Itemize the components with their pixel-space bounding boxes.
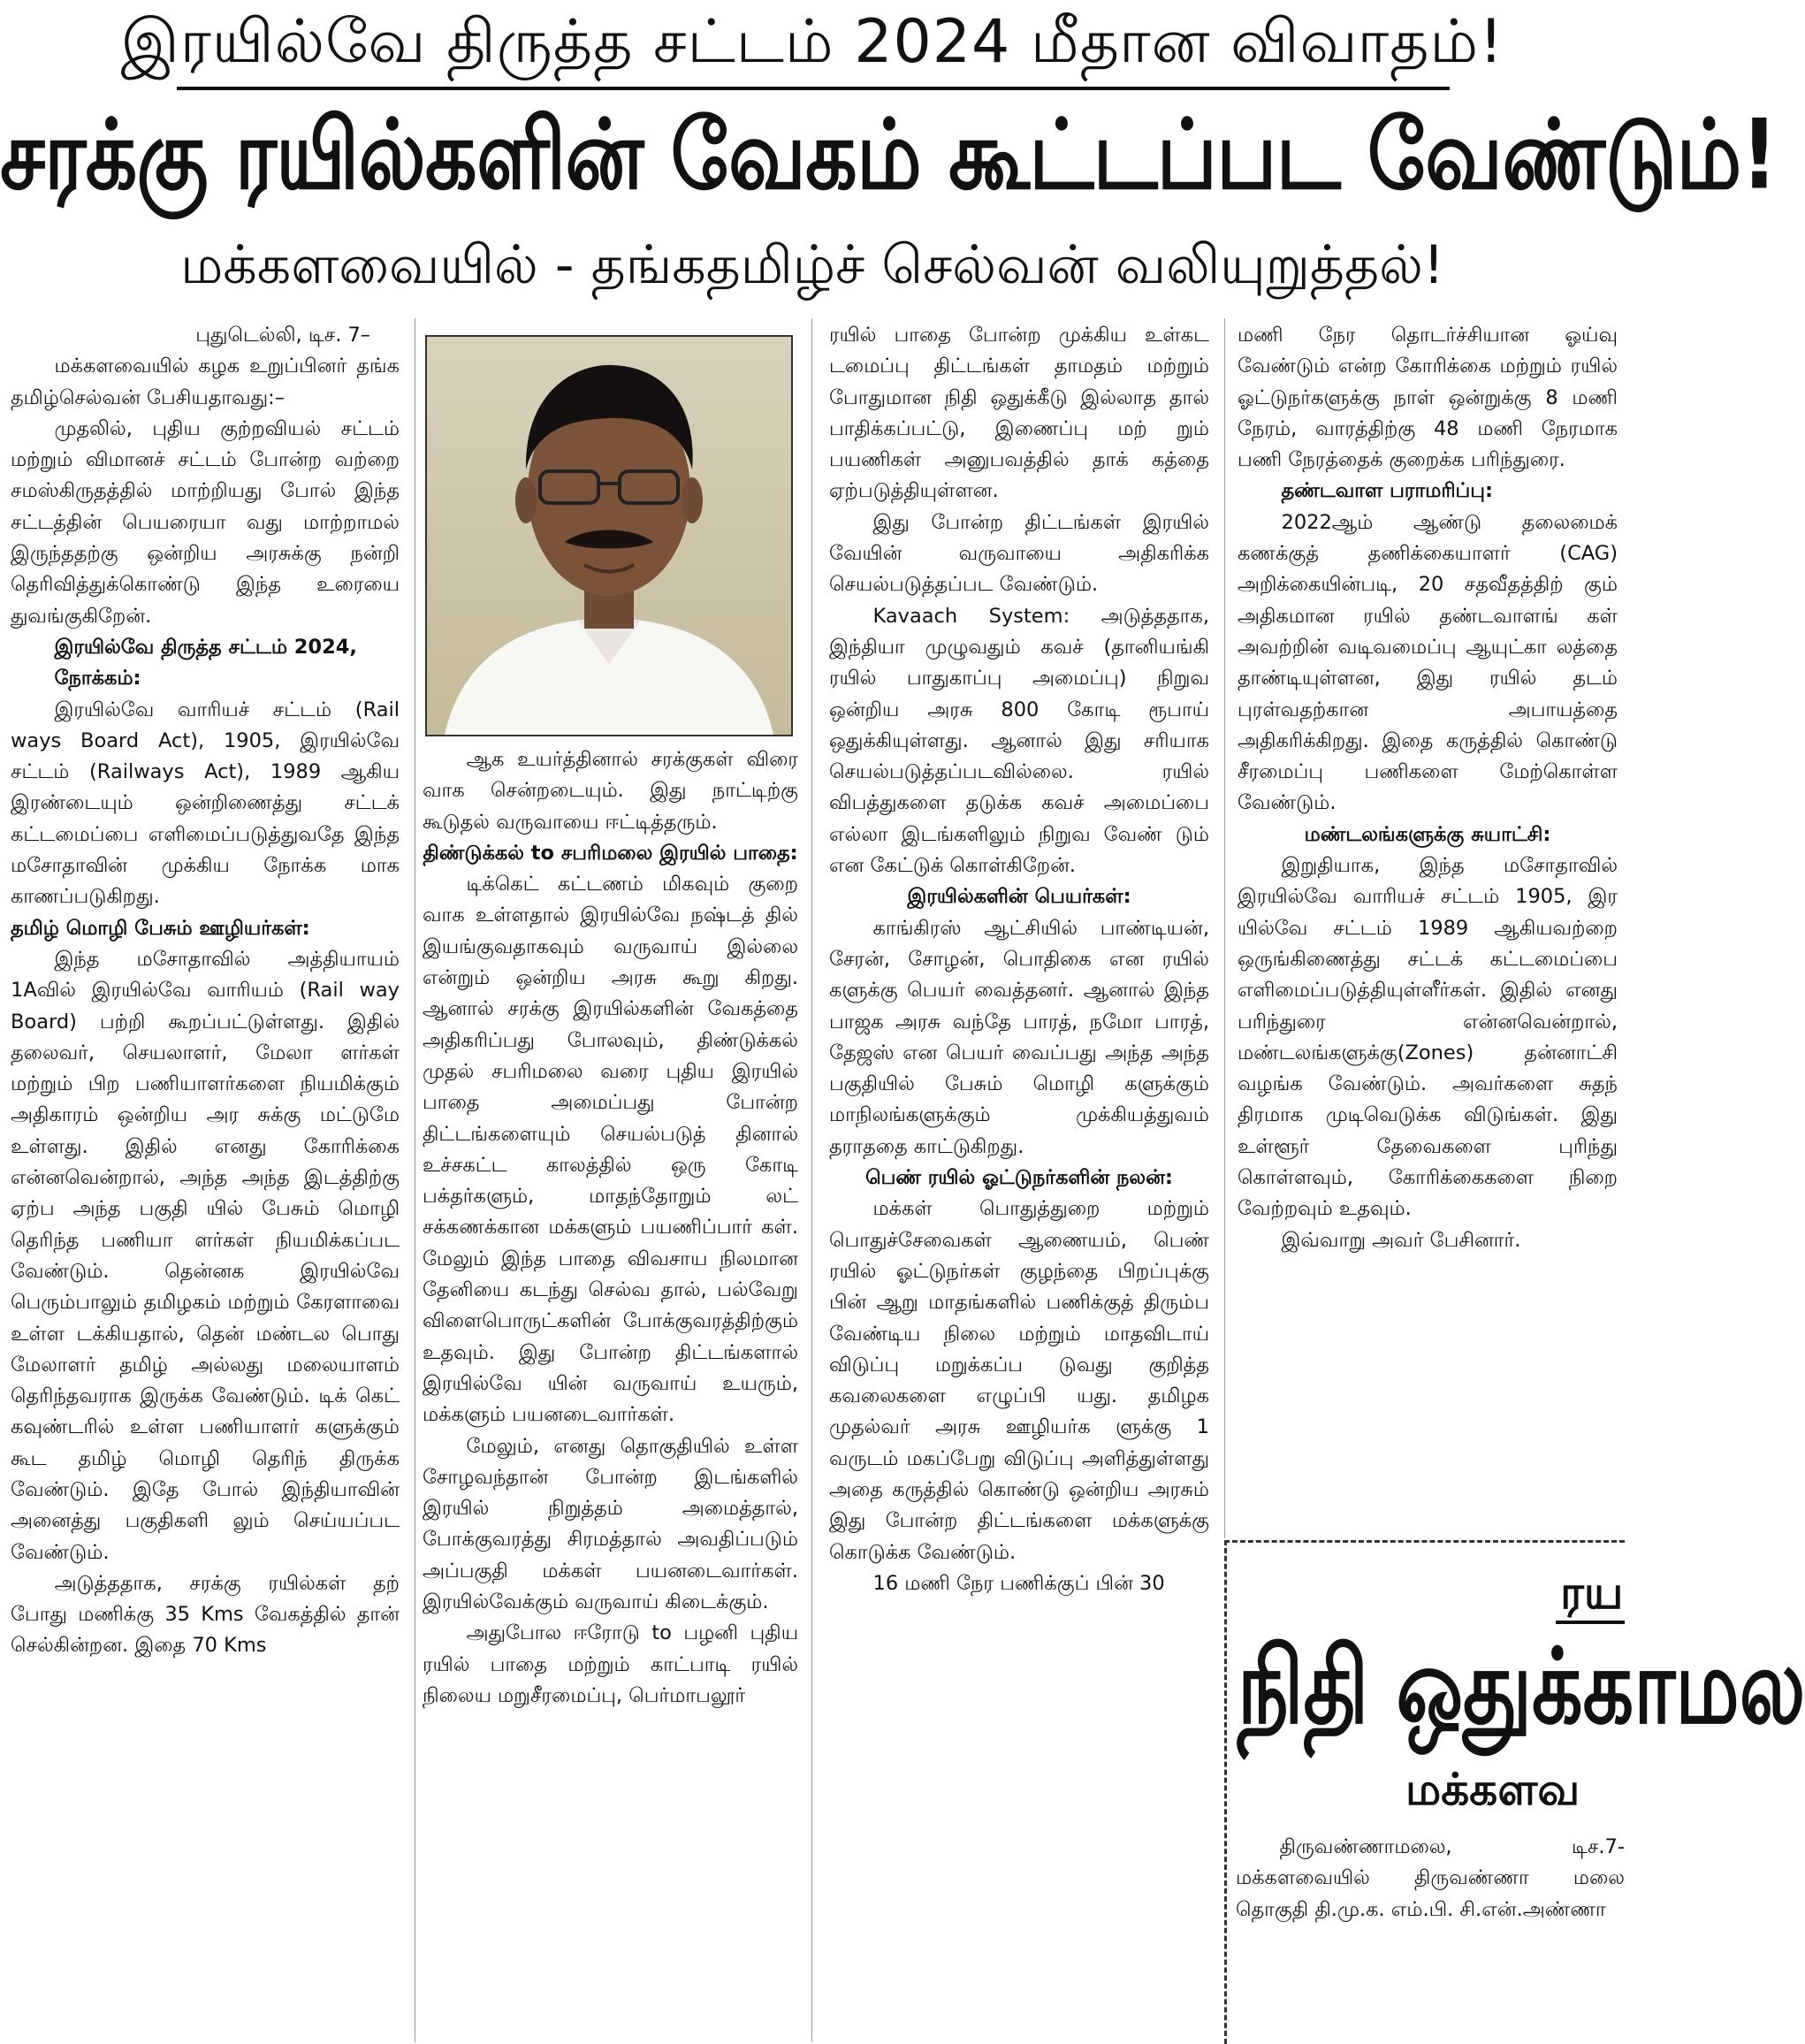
teaser-kicker: ரய [1560,1567,1624,1620]
article-kicker: இரயில்வே திருத்த சட்டம் 2024 மீதான விவாதம்! [120,7,1504,77]
teaser-body [1236,1832,1625,1926]
section-heading: மண்டலங்களுக்கு சுயாட்சி: [1304,822,1551,846]
paragraph: டிக்கெட் கட்டணம் மிகவும் குறை வாக உள்ளதால் இரயில்வே நஷ்டத் தில் இயங்குவதாகவும் வருவாய் இல்லை என்றும் ஒன்றிய அரசு கூறு கிறது. ஆனால் சரக்கு இரயில்களின் வேகத்தை அதிகரிப்பது போலவும், திண்டுக்கல் முதல் சபரிமலை வரை புதிய இரயில் பாதை அமைப்பது போன்ற திட்டங்களையும் செயல்படுத் தினால் உச்சகட்ட காலத்தில் ஒரு கோடி பக்தர்களும், மாதந்தோறும் லட் சக்கணக்கான மக்களும் பயணிப்பார் கள். மேலும் இந்த பாதை விவசாய நிலமான தேனியை கடந்து செல்வ தால், பல்வேறு விளைபொருட்களின் போக்குவரத்திற்கும் உதவும். இது போன்ற திட்டங்களால் இரயில்வே யின் வருவாய் உயரும், மக்களும் பயனடைவார்கள். [423,873,798,1427]
paragraph: அதுபோல ஈரோடு to பழனி புதிய ரயில் பாதை மற்றும் காட்பாடி ரயில் நிலைய மறுசீரமைப்பு, பெர்மாபலூர் [423,1621,798,1707]
teaser-headline: நிதி ஒதுக்காமல [1238,1627,1805,1748]
column-rule [811,318,812,2042]
section-heading: பெண் ரயில் ஓட்டுநர்களின் நலன்: [865,1166,1173,1190]
paragraph: இரயில்வே வாரியச் சட்டம் (Rail ways Board Act), 1905, இரயில்வே சட்டம் (Railways Act), 1989 ஆகிய இரண்டையும் ஒன்றிணைத்து சட்டக் கட்டமைப்பை எளிமைப்படுத்துவதே இந்த மசோதாவின் முக்கிய நோக்க மாக காணப்படுகிறது. [11,698,400,909]
paragraph: இறுதியாக, இந்த மசோதாவில் இரயில்வே வாரியச் சட்டம் 1905, இர யில்வே சட்டம் 1989 ஆகியவற்றை ஒருங்கிணைத்து சட்டக் கட்டமைப்பை எளிமைப்படுத்தியுள்ளீர்கள். இதில் எனது பரிந்துரை என்னவென்றால், மண்டலங்களுக்கு(Zones) தன்னாட்சி வழங்க வேண்டும். அவர்களை சுதந் திரமாக முடிவெடுக்க விடுங்கள். இது உள்ளூர் தேவைகளை புரிந்து கொள்ளவும், கோரிக்கைகளை நிறை வேற்றவும் உதவும். [1238,854,1618,1221]
section-heading: இரயில்களின் பெயர்கள்: [907,885,1131,909]
paragraph: மேலும், எனது தொகுதியில் உள்ள சோழவந்தான் போன்ற இடங்களில் இரயில் நிறுத்தம் அமைத்தால், போக்குவரத்து சிரமத்தால் அவதிப்படும் அப்பகுதி மக்கள் பயனடைவார்கள். இரயில்வேக்கும் வருவாய் கிடைக்கும். [423,1434,798,1614]
teaser-underline [1556,1621,1625,1624]
column-3 [829,320,1209,1599]
paragraph: இவ்வாறு அவர் பேசினார். [1281,1228,1521,1252]
article-subhead: மக்களவையில் - தங்கதமிழ்ச் செல்வன் வலியுறுத்தல்! [180,234,1444,296]
section-heading: தமிழ் மொழி பேசும் ஊழியர்கள்: [11,916,310,940]
article-headline: சரக்கு ரயில்களின் வேகம் கூட்டப்பட வேண்டும்! [0,99,1778,211]
section-heading: தண்டவாள பராமரிப்பு: [1281,479,1494,503]
paragraph: மக்கள் பொதுத்துறை மற்றும் பொதுச்சேவைகள் ஆணையம், பெண் ரயில் ஓட்டுநர்கள் குழந்தை பிறப்புக்கு பின் ஆறு மாதங்களில் பணிக்குத் திரும்ப வேண்டிய நிலை மற்றும் மாதவிடாய் விடுப்பு மறுக்கப்ப டுவது குறித்த கவலைகளை எழுப்பி யது. தமிழக முதல்வர் அரசு ஊழியர்க ளுக்கு 1 வருடம் மகப்பேறு விடுப்பு அளித்துள்ளது அதை கருத்தில் கொண்டு ஒன்றிய அரசும் இது போன்ற திட்டங்களை மக்களுக்கு கொடுக்க வேண்டும். [829,1197,1209,1564]
teaser-border [1224,1540,1625,1543]
paragraph: ரயில் பாதை போன்ற முக்கிய உள்கட டமைப்பு திட்டங்கள் தாமதம் மற்றும் போதுமான நிதி ஒதுக்கீடு இல்லாத தால் பாதிக்கப்பட்டு, இணைப்பு மற் றும் பயணிகள் அனுபவத்தில் தாக் கத்தை ஏற்படுத்தியுள்ளன. [829,324,1209,503]
dateline: புதுடெல்லி, டிச. 7– [195,324,371,347]
column-rule [1224,318,1225,1538]
section-heading: இரயில்வே திருத்த சட்டம் 2024, நோக்கம்: [54,635,357,690]
paragraph: மக்களவையில் கழக உறுப்பினர் தங்க தமிழ்செல்வன் பேசியதாவது:– [11,355,400,409]
portrait-image [427,337,791,735]
paragraph: திருவண்ணாமலை, டிச.7- மக்களவையில் திருவண்ணா மலை தொகுதி தி.மு.க. எம்.பி. சி.என்.அண்ணா [1236,1835,1625,1921]
kicker-underline [177,87,1450,90]
teaser-subhead: மக்களவ [1405,1764,1580,1815]
column-2 [423,744,798,1712]
paragraph: Kavaach System: அடுத்ததாக, இந்தியா முழுவதும் கவச் (தானியங்கி ரயில் பாதுகாப்பு அமைப்பு) நிறுவ ஒன்றிய அரசு 800 கோடி ரூபாய் ஒதுக்கியுள்ளது. ஆனால் இது சரியாக செயல்படுத்தப்படவில்லை. ரயில் விபத்துகளை தடுக்க கவச் அமைப்பை எல்லா இடங்களிலும் நிறுவ வேண் டும் என கேட்டுக் கொள்கிறேன். [829,604,1209,878]
paragraph: காங்கிரஸ் ஆட்சியில் பாண்டியன், சேரன், சோழன், பொதிகை என ரயில் களுக்கு பெயர் வைத்தனர். ஆனால் இந்த பாஜக அரசு வந்தே பாரத், நமோ பாரத், தேஜஸ் என பெயர் வைப்பது அந்த அந்த பகுதியில் பேசும் மொழி களுக்கும் மாநிலங்களுக்கும் முக்கியத்துவம் தராததை காட்டுகிறது. [829,916,1209,1158]
paragraph: 16 மணி நேர பணிக்குப் பின் 30 [872,1571,1165,1595]
paragraph: அடுத்ததாக, சரக்கு ரயில்கள் தற் போது மணிக்கு 35 Kms வேகத்தில் தான் செல்கின்றன. இதை 70 Kms [11,1571,400,1658]
column-4 [1238,320,1618,1256]
paragraph: முதலில், புதிய குற்றவியல் சட்டம் மற்றும் விமானச் சட்டம் போன்ற வற்றை சமஸ்கிருதத்தில் மாற்றியது போல் இந்த சட்டத்தின் பெயரையா வது மாற்றாமல் இருந்ததற்கு ஒன்றிய அரசுக்கு நன்றி தெரிவித்துக்கொண்டு இந்த உரையை துவங்குகிறேன். [11,416,400,628]
paragraph: ஆக உயர்த்தினால் சரக்குகள் விரை வாக சென்றடையும். இது நாட்டிற்கு கூடுதல் வருவாயை ஈட்டித்தரும். [423,748,798,834]
paragraph: இது போன்ற திட்டங்கள் இரயில் வேயின் வருவாயை அதிகரிக்க செயல்படுத்தப்பட வேண்டும். [829,510,1209,597]
photo-speaker [425,335,793,736]
column-1 [11,320,400,1662]
paragraph: இந்த மசோதாவில் அத்தியாயம் 1Aவில் இரயில்வே வாரியம் (Rail way Board) பற்றி கூறப்பட்டுள்ளது. இதில் தலைவர், செயலாளர், மேலா ளர்கள் மற்றும் பிற பணியாளர்களை நியமிக்கும் அதிகாரம் ஒன்றிய அர சுக்கு மட்டுமே உள்ளது. இதில் எனது கோரிக்கை என்னவென்றால், அந்த அந்த இடத்திற்கு ஏற்ப அந்த பகுதி யில் பேசும் மொழி தெரிந்த பணியா ளர்கள் நியமிக்கப்பட வேண்டும். தென்னக இரயில்வே பெரும்பாலும் தமிழகம் மற்றும் கேரளாவை உள்ள டக்கியதால், தென் மண்டல பொது மேலாளர் தமிழ் அல்லது மலையாளம் தெரிந்தவராக இருக்க வேண்டும். டிக் கெட் கவுண்டரில் உள்ள பணியாளர் களுக்கும் கூட தமிழ் மொழி தெரிந் திருக்க வேண்டும். இதே போல் இந்தியாவின் அனைத்து பகுதிகளி லும் செய்யப்பட வேண்டும். [11,947,400,1564]
teaser-border [1224,1540,1227,2044]
paragraph: 2022ஆம் ஆண்டு தலைமைக் கணக்குத் தணிக்கையாளர் (CAG) அறிக்கையின்படி, 20 சதவீதத்திற் கும் அதிகமான ரயில் தண்டவாளங் கள் அவற்றின் வடிவமைப்பு ஆயுட்கா லத்தை தாண்டியுள்ளன, இது ரயில் தடம் புரள்வதற்கான அபாயத்தை அதிகரிக்கிறது. இதை கருத்தில் கொண்டு சீரமைப்பு பணிகளை மேற்கொள்ள வேண்டும். [1238,510,1618,815]
paragraph: மணி நேர தொடர்ச்சியான ஓய்வு வேண்டும் என்ற கோரிக்கை மற்றும் ரயில் ஓட்டுநர்களுக்கு நாள் ஒன்றுக்கு 8 மணி நேரம், வாரத்திற்கு 48 மணி நேரமாக பணி நேரத்தைக் குறைக்க பரிந்துரை. [1238,324,1618,472]
section-heading: திண்டுக்கல் to சபரிமலை இரயில் பாதை: [423,841,798,865]
